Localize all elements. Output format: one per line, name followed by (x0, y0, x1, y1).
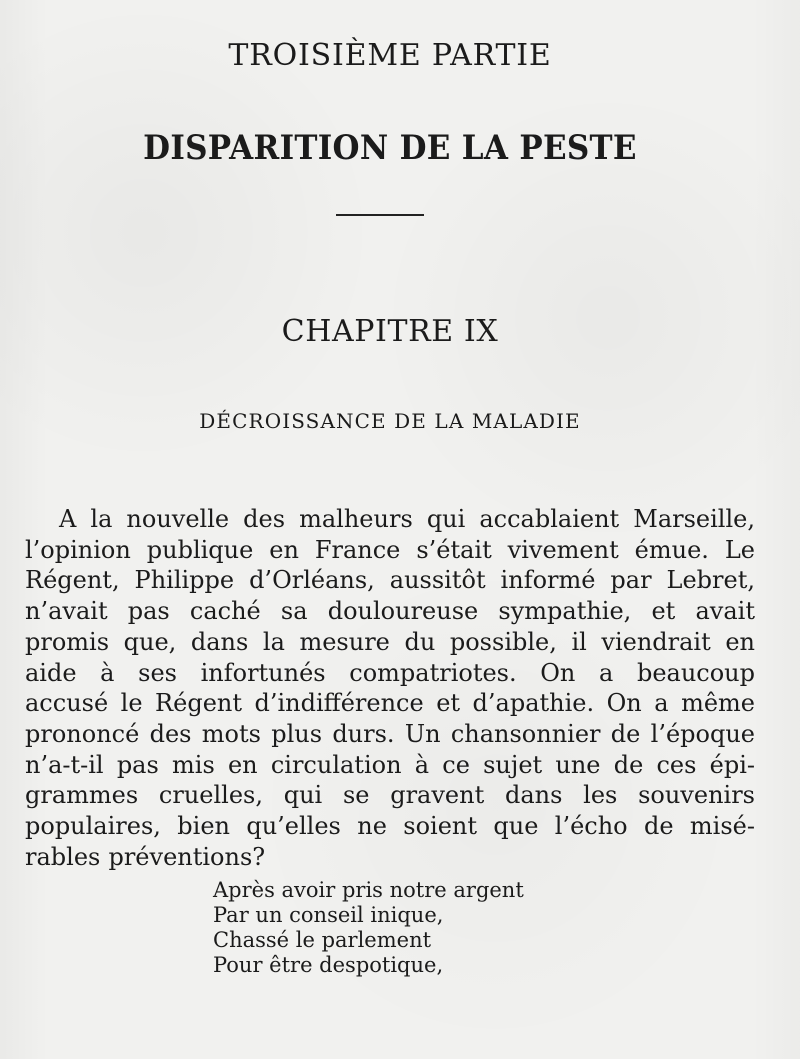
section-title: DÉCROISSANCE DE LA MALADIE (199, 409, 581, 433)
verse-line: Par un conseil inique, (213, 903, 444, 927)
verse-line: Après avoir pris notre argent (213, 878, 524, 902)
body-line: prononcé des mots plus durs. Un chansonnier de l’époque (25, 719, 755, 748)
body-line: n’avait pas caché sa douloureuse sympathie, et avait (25, 597, 755, 626)
main-title: DISPARITION DE LA PESTE (143, 128, 637, 168)
verse-block (213, 878, 524, 978)
body-line: aide à ses infortunés compatriotes. On a beaucoup (25, 658, 755, 687)
body-line: n’a-t-il pas mis en circulation à ce sujet une de ces épi- (25, 750, 755, 779)
body-line: grammes cruelles, qui se gravent dans les souvenirs (25, 781, 755, 810)
chapter-title: CHAPITRE IX (281, 314, 499, 349)
body-line: accusé le Régent d’indifférence et d’apathie. On a même (25, 689, 755, 718)
part-title: TROISIÈME PARTIE (228, 38, 552, 73)
body-line: promis que, dans la mesure du possible, il viendrait en (25, 627, 755, 656)
body-paragraph (25, 504, 755, 872)
body-line: rables préventions? (25, 842, 266, 871)
verse-line: Chassé le parlement (213, 928, 432, 952)
title-divider (336, 214, 424, 216)
body-line: A la nouvelle des malheurs qui accablaient Marseille, (59, 505, 755, 533)
body-line: Régent, Philippe d’Orléans, aussitôt informé par Lebret, (25, 566, 755, 595)
verse-line: Pour être despotique, (213, 953, 444, 977)
body-line: populaires, bien qu’elles ne soient que l’écho de misé- (25, 812, 755, 841)
body-line: l’opinion publique en France s’était vivement émue. Le (25, 535, 755, 564)
